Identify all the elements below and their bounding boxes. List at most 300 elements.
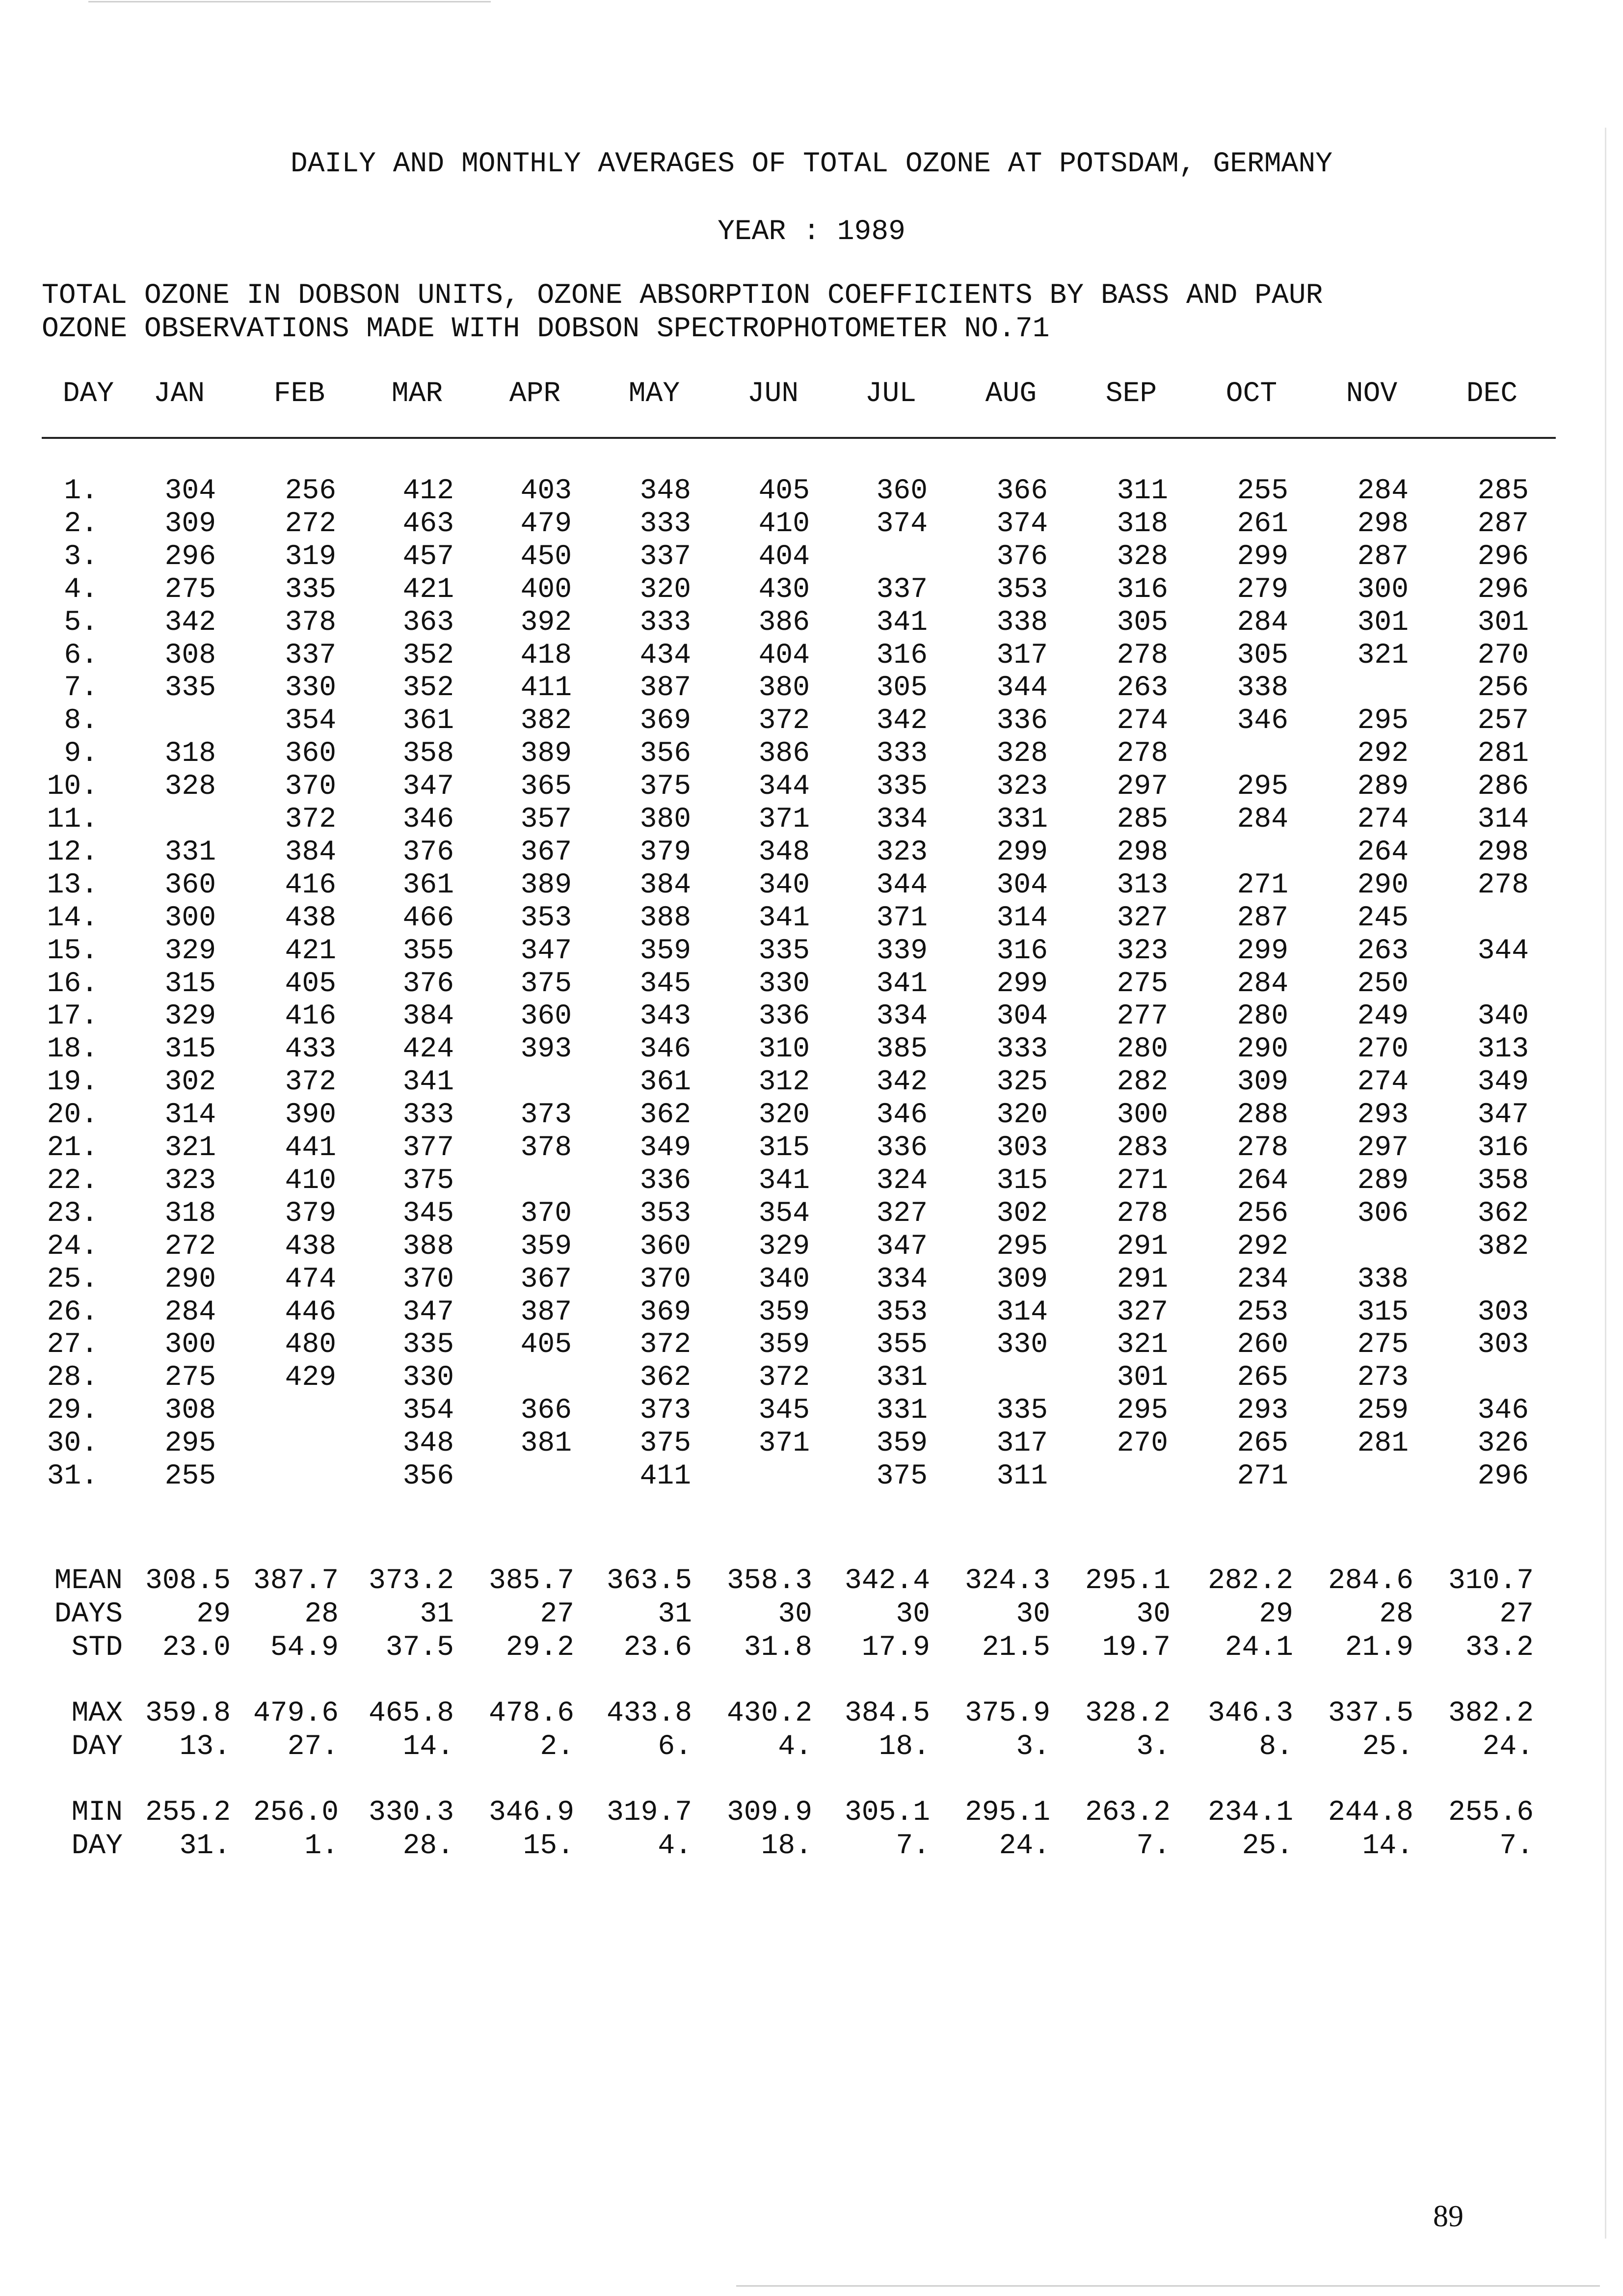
table-cell: 376 xyxy=(996,541,1048,573)
table-cell: 330 xyxy=(285,672,336,704)
stat-mean-cell: 342.4 xyxy=(844,1565,930,1597)
stat-label-min-day: DAY xyxy=(71,1830,123,1862)
table-cell: 349 xyxy=(1477,1066,1529,1098)
day-label: 4. xyxy=(64,574,98,606)
table-cell: 330 xyxy=(996,1329,1048,1361)
stat-min-day-cell: 24. xyxy=(999,1830,1050,1862)
page-number: 89 xyxy=(1433,2200,1463,2233)
table-cell: 296 xyxy=(1477,541,1529,573)
table-cell: 384 xyxy=(639,869,691,901)
table-cell: 376 xyxy=(402,968,454,1000)
table-cell: 365 xyxy=(520,771,572,803)
table-cell: 385 xyxy=(876,1033,928,1065)
stat-min-day-cell: 4. xyxy=(658,1830,692,1862)
table-cell: 287 xyxy=(1477,508,1529,540)
table-cell: 370 xyxy=(520,1198,572,1230)
table-cell: 387 xyxy=(520,1297,572,1328)
table-cell: 341 xyxy=(876,607,928,639)
table-cell: 341 xyxy=(402,1066,454,1098)
stat-max-day-cell: 14. xyxy=(402,1731,454,1763)
table-cell: 336 xyxy=(639,1165,691,1197)
column-header-sep: SEP xyxy=(1105,378,1157,410)
table-cell: 359 xyxy=(876,1428,928,1459)
table-cell: 344 xyxy=(996,672,1048,704)
table-cell: 328 xyxy=(164,771,216,803)
table-cell: 354 xyxy=(402,1395,454,1427)
day-label: 15. xyxy=(47,935,98,967)
table-cell: 337 xyxy=(285,640,336,672)
table-cell: 376 xyxy=(402,837,454,868)
table-cell: 479 xyxy=(520,508,572,540)
table-cell: 341 xyxy=(758,902,810,934)
table-cell: 270 xyxy=(1117,1428,1168,1459)
stat-max-day-cell: 13. xyxy=(179,1731,231,1763)
table-cell: 264 xyxy=(1237,1165,1288,1197)
table-cell: 314 xyxy=(164,1099,216,1131)
table-cell: 340 xyxy=(758,869,810,901)
table-cell: 326 xyxy=(1477,1428,1529,1459)
table-cell: 367 xyxy=(520,1264,572,1296)
table-cell: 357 xyxy=(520,804,572,836)
table-cell: 366 xyxy=(996,475,1048,507)
table-cell: 356 xyxy=(639,738,691,770)
table-cell: 358 xyxy=(402,738,454,770)
table-cell: 416 xyxy=(285,869,336,901)
table-cell: 379 xyxy=(639,837,691,868)
table-cell: 361 xyxy=(639,1066,691,1098)
table-cell: 295 xyxy=(996,1231,1048,1263)
table-cell: 344 xyxy=(1477,935,1529,967)
table-cell: 314 xyxy=(996,902,1048,934)
column-header-jun: JUN xyxy=(747,378,799,410)
table-cell: 234 xyxy=(1237,1264,1288,1296)
table-cell: 327 xyxy=(1117,1297,1168,1328)
table-cell: 299 xyxy=(996,837,1048,868)
column-header-aug: AUG xyxy=(985,378,1037,410)
table-cell: 272 xyxy=(285,508,336,540)
stat-mean-cell: 358.3 xyxy=(726,1565,812,1597)
stat-days-cell: 30 xyxy=(778,1598,812,1630)
table-cell: 390 xyxy=(285,1099,336,1131)
table-cell: 297 xyxy=(1357,1132,1409,1164)
table-cell: 338 xyxy=(1237,672,1288,704)
table-cell: 290 xyxy=(164,1264,216,1296)
table-cell: 271 xyxy=(1237,1460,1288,1492)
table-cell: 359 xyxy=(758,1329,810,1361)
table-cell: 338 xyxy=(996,607,1048,639)
table-cell: 304 xyxy=(996,1000,1048,1032)
table-cell: 378 xyxy=(285,607,336,639)
table-cell: 341 xyxy=(876,968,928,1000)
table-cell: 264 xyxy=(1357,837,1409,868)
table-cell: 336 xyxy=(876,1132,928,1164)
table-cell: 302 xyxy=(996,1198,1048,1230)
table-cell: 256 xyxy=(285,475,336,507)
table-cell: 309 xyxy=(1237,1066,1288,1098)
table-cell: 320 xyxy=(758,1099,810,1131)
table-cell: 315 xyxy=(164,1033,216,1065)
table-cell: 333 xyxy=(639,508,691,540)
table-cell: 289 xyxy=(1357,1165,1409,1197)
table-cell: 334 xyxy=(876,1000,928,1032)
table-cell: 257 xyxy=(1477,705,1529,737)
table-cell: 309 xyxy=(164,508,216,540)
stat-label-max-day: DAY xyxy=(71,1731,123,1763)
stat-max-cell: 465.8 xyxy=(368,1698,454,1729)
table-cell: 405 xyxy=(520,1329,572,1361)
table-cell: 261 xyxy=(1237,508,1288,540)
stat-max-day-cell: 4. xyxy=(778,1731,812,1763)
table-cell: 323 xyxy=(164,1165,216,1197)
table-cell: 381 xyxy=(520,1428,572,1459)
day-label: 12. xyxy=(47,837,98,868)
table-cell: 421 xyxy=(285,935,336,967)
table-cell: 281 xyxy=(1477,738,1529,770)
stat-max-day-cell: 8. xyxy=(1259,1731,1293,1763)
table-cell: 301 xyxy=(1117,1362,1168,1394)
table-cell: 345 xyxy=(758,1395,810,1427)
table-cell: 347 xyxy=(402,1297,454,1328)
stat-min-day-cell: 1. xyxy=(304,1830,339,1862)
table-cell: 349 xyxy=(639,1132,691,1164)
column-header-oct: OCT xyxy=(1225,378,1277,410)
table-cell: 329 xyxy=(758,1231,810,1263)
table-cell: 386 xyxy=(758,738,810,770)
stat-std-cell: 19.7 xyxy=(1102,1632,1171,1664)
table-cell: 316 xyxy=(996,935,1048,967)
table-cell: 296 xyxy=(1477,574,1529,606)
table-cell: 321 xyxy=(1117,1329,1168,1361)
stat-label-days: DAYS xyxy=(54,1598,123,1630)
table-cell: 289 xyxy=(1357,771,1409,803)
table-cell: 296 xyxy=(1477,1460,1529,1492)
description-line-1: TOTAL OZONE IN DOBSON UNITS, OZONE ABSORPTION COEFFICIENTS BY BASS AND PAUR xyxy=(42,280,1323,312)
table-cell: 304 xyxy=(996,869,1048,901)
stat-std-cell: 54.9 xyxy=(270,1632,339,1664)
table-cell: 259 xyxy=(1357,1395,1409,1427)
table-cell: 359 xyxy=(758,1297,810,1328)
table-cell: 250 xyxy=(1357,968,1409,1000)
day-label: 8. xyxy=(64,705,98,737)
table-cell: 290 xyxy=(1237,1033,1288,1065)
table-cell: 253 xyxy=(1237,1297,1288,1328)
header-divider xyxy=(42,437,1556,439)
table-cell: 318 xyxy=(1117,508,1168,540)
table-cell: 356 xyxy=(402,1460,454,1492)
day-label: 27. xyxy=(47,1329,98,1361)
day-label: 6. xyxy=(64,640,98,672)
column-header-feb: FEB xyxy=(273,378,325,410)
table-cell: 278 xyxy=(1117,738,1168,770)
table-cell: 308 xyxy=(164,1395,216,1427)
day-label: 5. xyxy=(64,607,98,639)
table-cell: 347 xyxy=(402,771,454,803)
table-cell: 278 xyxy=(1117,1198,1168,1230)
table-cell: 345 xyxy=(402,1198,454,1230)
table-cell: 275 xyxy=(1357,1329,1409,1361)
table-cell: 327 xyxy=(1117,902,1168,934)
stat-max-cell: 479.6 xyxy=(253,1698,339,1729)
stat-max-cell: 433.8 xyxy=(606,1698,692,1729)
table-cell: 315 xyxy=(164,968,216,1000)
stat-mean-cell: 284.6 xyxy=(1328,1565,1413,1597)
stat-mean-cell: 363.5 xyxy=(606,1565,692,1597)
table-cell: 418 xyxy=(520,640,572,672)
page-title: DAILY AND MONTHLY AVERAGES OF TOTAL OZONE AT POTSDAM, GERMANY xyxy=(290,148,1333,180)
table-cell: 346 xyxy=(402,804,454,836)
table-cell: 333 xyxy=(402,1099,454,1131)
table-cell: 283 xyxy=(1117,1132,1168,1164)
table-cell: 329 xyxy=(164,935,216,967)
day-label: 2. xyxy=(64,508,98,540)
day-label: 17. xyxy=(47,1000,98,1032)
table-cell: 405 xyxy=(758,475,810,507)
table-cell: 321 xyxy=(1357,640,1409,672)
day-label: 16. xyxy=(47,968,98,1000)
table-cell: 341 xyxy=(758,1165,810,1197)
table-cell: 375 xyxy=(402,1165,454,1197)
table-cell: 335 xyxy=(996,1395,1048,1427)
table-cell: 285 xyxy=(1117,804,1168,836)
table-cell: 387 xyxy=(639,672,691,704)
table-cell: 275 xyxy=(1117,968,1168,1000)
day-label: 21. xyxy=(47,1132,98,1164)
day-label: 23. xyxy=(47,1198,98,1230)
table-cell: 324 xyxy=(876,1165,928,1197)
stat-min-cell: 244.8 xyxy=(1328,1797,1413,1829)
table-cell: 295 xyxy=(164,1428,216,1459)
table-cell: 335 xyxy=(758,935,810,967)
table-cell: 255 xyxy=(1237,475,1288,507)
table-cell: 375 xyxy=(876,1460,928,1492)
day-label: 19. xyxy=(47,1066,98,1098)
table-cell: 363 xyxy=(402,607,454,639)
day-label: 14. xyxy=(47,902,98,934)
table-cell: 380 xyxy=(758,672,810,704)
stat-min-day-cell: 28. xyxy=(402,1830,454,1862)
table-cell: 411 xyxy=(520,672,572,704)
table-cell: 375 xyxy=(520,968,572,1000)
stat-mean-cell: 385.7 xyxy=(488,1565,574,1597)
table-cell: 311 xyxy=(1117,475,1168,507)
table-cell: 354 xyxy=(758,1198,810,1230)
table-cell: 373 xyxy=(639,1395,691,1427)
stat-max-cell: 384.5 xyxy=(844,1698,930,1729)
table-cell: 333 xyxy=(996,1033,1048,1065)
table-cell: 389 xyxy=(520,738,572,770)
table-cell: 331 xyxy=(996,804,1048,836)
table-cell: 438 xyxy=(285,1231,336,1263)
table-cell: 379 xyxy=(285,1198,336,1230)
table-cell: 366 xyxy=(520,1395,572,1427)
table-cell: 382 xyxy=(520,705,572,737)
stat-min-cell: 295.1 xyxy=(964,1797,1050,1829)
stat-label-mean: MEAN xyxy=(54,1565,123,1597)
stat-max-day-cell: 24. xyxy=(1482,1731,1534,1763)
table-cell: 321 xyxy=(164,1132,216,1164)
table-cell: 335 xyxy=(164,672,216,704)
table-cell: 403 xyxy=(520,475,572,507)
table-cell: 284 xyxy=(1237,607,1288,639)
table-cell: 369 xyxy=(639,1297,691,1328)
table-cell: 325 xyxy=(996,1066,1048,1098)
table-cell: 416 xyxy=(285,1000,336,1032)
table-cell: 298 xyxy=(1117,837,1168,868)
table-cell: 450 xyxy=(520,541,572,573)
table-cell: 370 xyxy=(285,771,336,803)
table-cell: 255 xyxy=(164,1460,216,1492)
stat-label-max: MAX xyxy=(71,1698,123,1729)
table-cell: 300 xyxy=(1117,1099,1168,1131)
stat-days-cell: 30 xyxy=(896,1598,930,1630)
table-cell: 344 xyxy=(876,869,928,901)
stat-min-cell: 255.6 xyxy=(1448,1797,1534,1829)
table-cell: 342 xyxy=(876,705,928,737)
table-cell: 340 xyxy=(758,1264,810,1296)
table-cell: 284 xyxy=(164,1297,216,1328)
table-cell: 346 xyxy=(1477,1395,1529,1427)
table-cell: 360 xyxy=(164,869,216,901)
column-header-day: DAY xyxy=(62,378,114,410)
table-cell: 430 xyxy=(758,574,810,606)
column-header-nov: NOV xyxy=(1346,378,1398,410)
table-cell: 329 xyxy=(164,1000,216,1032)
stat-min-cell: 255.2 xyxy=(145,1797,231,1829)
table-cell: 302 xyxy=(164,1066,216,1098)
table-cell: 274 xyxy=(1357,1066,1409,1098)
table-cell: 388 xyxy=(639,902,691,934)
table-cell: 429 xyxy=(285,1362,336,1394)
table-cell: 277 xyxy=(1117,1000,1168,1032)
table-cell: 299 xyxy=(1237,541,1288,573)
day-label: 26. xyxy=(47,1297,98,1328)
table-cell: 463 xyxy=(402,508,454,540)
table-cell: 480 xyxy=(285,1329,336,1361)
table-cell: 279 xyxy=(1237,574,1288,606)
table-cell: 328 xyxy=(1117,541,1168,573)
table-cell: 392 xyxy=(520,607,572,639)
table-cell: 347 xyxy=(876,1231,928,1263)
table-cell: 303 xyxy=(1477,1329,1529,1361)
table-cell: 288 xyxy=(1237,1099,1288,1131)
table-cell: 434 xyxy=(639,640,691,672)
table-cell: 337 xyxy=(639,541,691,573)
table-cell: 372 xyxy=(285,1066,336,1098)
table-cell: 372 xyxy=(285,804,336,836)
table-cell: 382 xyxy=(1477,1231,1529,1263)
table-cell: 314 xyxy=(996,1297,1048,1328)
stat-label-std: STD xyxy=(71,1632,123,1664)
table-cell: 367 xyxy=(520,837,572,868)
table-cell: 256 xyxy=(1477,672,1529,704)
table-cell: 361 xyxy=(402,705,454,737)
stat-days-cell: 31 xyxy=(658,1598,692,1630)
table-cell: 389 xyxy=(520,869,572,901)
table-cell: 335 xyxy=(402,1329,454,1361)
table-cell: 360 xyxy=(639,1231,691,1263)
stat-std-cell: 17.9 xyxy=(861,1632,930,1664)
table-cell: 331 xyxy=(876,1362,928,1394)
table-cell: 330 xyxy=(402,1362,454,1394)
stat-days-cell: 29 xyxy=(196,1598,231,1630)
day-label: 3. xyxy=(64,541,98,573)
table-cell: 433 xyxy=(285,1033,336,1065)
table-cell: 412 xyxy=(402,475,454,507)
stat-days-cell: 27 xyxy=(540,1598,574,1630)
day-label: 11. xyxy=(47,804,98,836)
table-cell: 306 xyxy=(1357,1198,1409,1230)
table-cell: 355 xyxy=(876,1329,928,1361)
table-cell: 348 xyxy=(402,1428,454,1459)
stat-min-cell: 319.7 xyxy=(606,1797,692,1829)
day-label: 30. xyxy=(47,1428,98,1459)
table-cell: 311 xyxy=(996,1460,1048,1492)
stat-max-day-cell: 27. xyxy=(287,1731,339,1763)
table-cell: 317 xyxy=(996,640,1048,672)
table-cell: 374 xyxy=(876,508,928,540)
day-label: 28. xyxy=(47,1362,98,1394)
table-cell: 438 xyxy=(285,902,336,934)
table-cell: 291 xyxy=(1117,1231,1168,1263)
table-cell: 411 xyxy=(639,1460,691,1492)
stat-min-cell: 234.1 xyxy=(1207,1797,1293,1829)
table-cell: 347 xyxy=(1477,1099,1529,1131)
stat-min-cell: 309.9 xyxy=(726,1797,812,1829)
table-cell: 373 xyxy=(520,1099,572,1131)
stat-min-day-cell: 31. xyxy=(179,1830,231,1862)
table-cell: 344 xyxy=(758,771,810,803)
table-cell: 323 xyxy=(876,837,928,868)
column-header-may: MAY xyxy=(628,378,680,410)
stat-min-day-cell: 18. xyxy=(761,1830,812,1862)
stat-min-cell: 346.9 xyxy=(488,1797,574,1829)
stat-max-cell: 328.2 xyxy=(1085,1698,1171,1729)
day-label: 29. xyxy=(47,1395,98,1427)
table-cell: 345 xyxy=(639,968,691,1000)
table-cell: 316 xyxy=(876,640,928,672)
column-header-jul: JUL xyxy=(865,378,917,410)
stat-max-day-cell: 3. xyxy=(1136,1731,1171,1763)
table-cell: 374 xyxy=(996,508,1048,540)
table-cell: 298 xyxy=(1357,508,1409,540)
table-cell: 334 xyxy=(876,1264,928,1296)
table-cell: 304 xyxy=(164,475,216,507)
table-cell: 405 xyxy=(285,968,336,1000)
table-cell: 265 xyxy=(1237,1428,1288,1459)
table-cell: 270 xyxy=(1357,1033,1409,1065)
table-cell: 316 xyxy=(1477,1132,1529,1164)
table-cell: 375 xyxy=(639,1428,691,1459)
stat-min-day-cell: 14. xyxy=(1362,1830,1413,1862)
table-cell: 335 xyxy=(285,574,336,606)
table-cell: 348 xyxy=(758,837,810,868)
table-cell: 278 xyxy=(1117,640,1168,672)
stat-mean-cell: 308.5 xyxy=(145,1565,231,1597)
scan-edge-top xyxy=(88,1,491,2)
table-cell: 346 xyxy=(639,1033,691,1065)
table-cell: 317 xyxy=(996,1428,1048,1459)
stat-max-cell: 359.8 xyxy=(145,1698,231,1729)
table-cell: 336 xyxy=(758,1000,810,1032)
table-cell: 347 xyxy=(520,935,572,967)
table-cell: 291 xyxy=(1117,1264,1168,1296)
table-cell: 299 xyxy=(996,968,1048,1000)
table-cell: 286 xyxy=(1477,771,1529,803)
table-cell: 284 xyxy=(1237,804,1288,836)
table-cell: 424 xyxy=(402,1033,454,1065)
stat-max-cell: 337.5 xyxy=(1328,1698,1413,1729)
table-cell: 404 xyxy=(758,640,810,672)
